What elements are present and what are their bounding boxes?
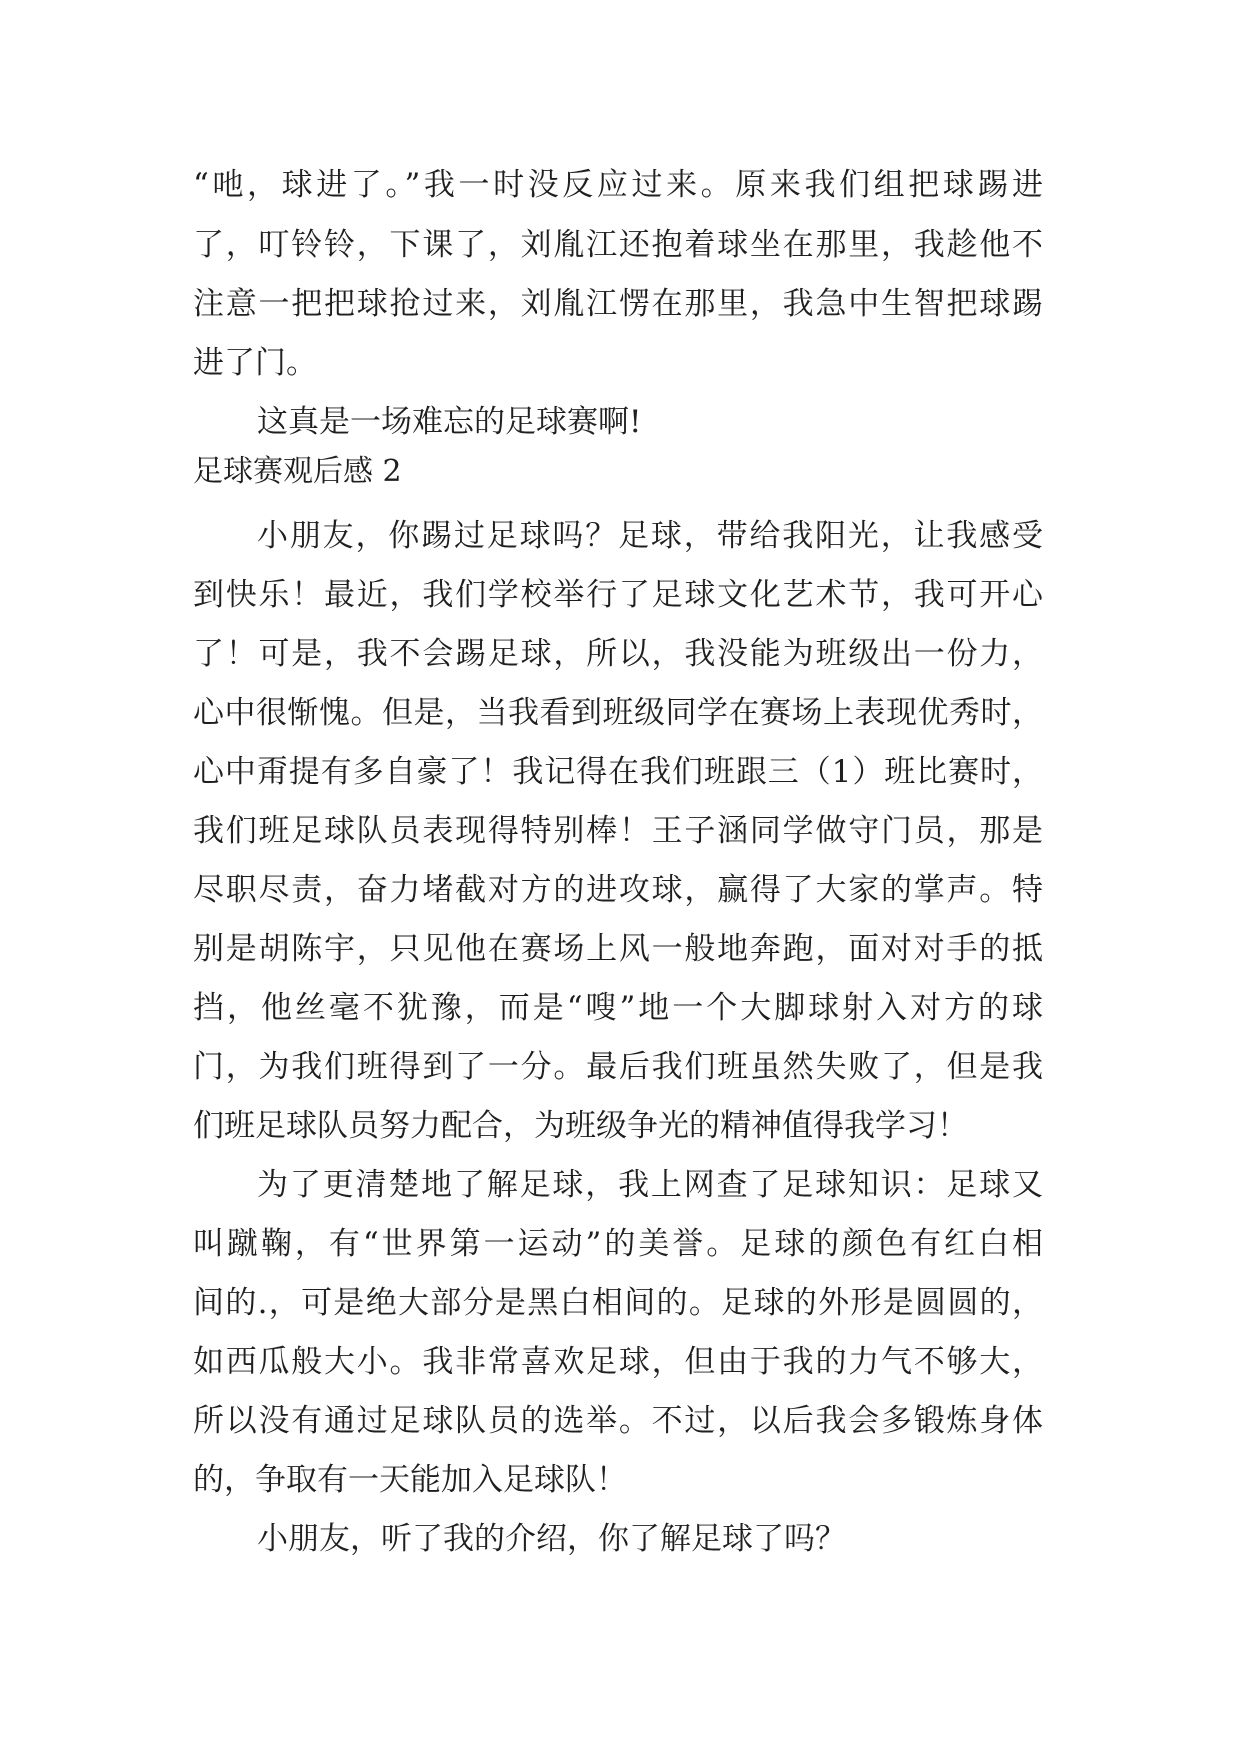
text-line: 进了门。 [193, 345, 317, 381]
text-line: 门，为我们班得到了一分。最后我们班虽然失败了，但是我 [193, 1049, 1043, 1085]
text-line: 为了更清楚地了解足球，我上网查了足球知识：足球又 [257, 1167, 1043, 1203]
text-line: 心中甭提有多自豪了！我记得在我们班跟三（1）班比赛时， [193, 754, 1043, 790]
text-line: 心中很惭愧。但是，当我看到班级同学在赛场上表现优秀时， [193, 695, 1043, 731]
text-line: 尽职尽责，奋力堵截对方的进攻球，赢得了大家的掌声。特 [193, 872, 1043, 908]
text-line: 到快乐！最近，我们学校举行了足球文化艺术节，我可开心 [193, 577, 1043, 613]
text-line: 了，叮铃铃，下课了，刘胤江还抱着球坐在那里，我趁他不 [193, 227, 1043, 263]
text-line: 了！可是，我不会踢足球，所以，我没能为班级出一份力， [193, 636, 1043, 672]
text-line: 我们班足球队员表现得特别棒！王子涵同学做守门员，那是 [193, 813, 1043, 849]
text-line: 如西瓜般大小。我非常喜欢足球，但由于我的力气不够大， [193, 1344, 1043, 1380]
text-line: 注意一把把球抢过来，刘胤江愣在那里，我急中生智把球踢 [193, 286, 1043, 322]
section-heading: 足球赛观后感 2 [193, 454, 402, 489]
text-line: 们班足球队员努力配合，为班级争光的精神值得我学习！ [193, 1108, 968, 1144]
text-line: 挡，他丝毫不犹豫，而是“嗖”地一个大脚球射入对方的球 [193, 990, 1043, 1026]
text-line: 叫蹴鞠，有“世界第一运动”的美誉。足球的颜色有红白相 [193, 1226, 1043, 1262]
text-line: 间的.，可是绝大部分是黑白相间的。足球的外形是圆圆的， [193, 1285, 1043, 1321]
text-line: 这真是一场难忘的足球赛啊! [257, 404, 642, 440]
text-line: “吔，球进了。”我一时没反应过来。原来我们组把球踢进 [193, 167, 1043, 203]
text-line: 别是胡陈宇，只见他在赛场上风一般地奔跑，面对对手的抵 [193, 931, 1043, 967]
text-line: 的，争取有一天能加入足球队！ [193, 1462, 627, 1498]
text-line: 小朋友，听了我的介绍，你了解足球了吗？ [257, 1521, 846, 1557]
text-line: 小朋友，你踢过足球吗？足球，带给我阳光，让我感受 [257, 518, 1043, 554]
text-line: 所以没有通过足球队员的选举。不过，以后我会多锻炼身体 [193, 1403, 1043, 1439]
